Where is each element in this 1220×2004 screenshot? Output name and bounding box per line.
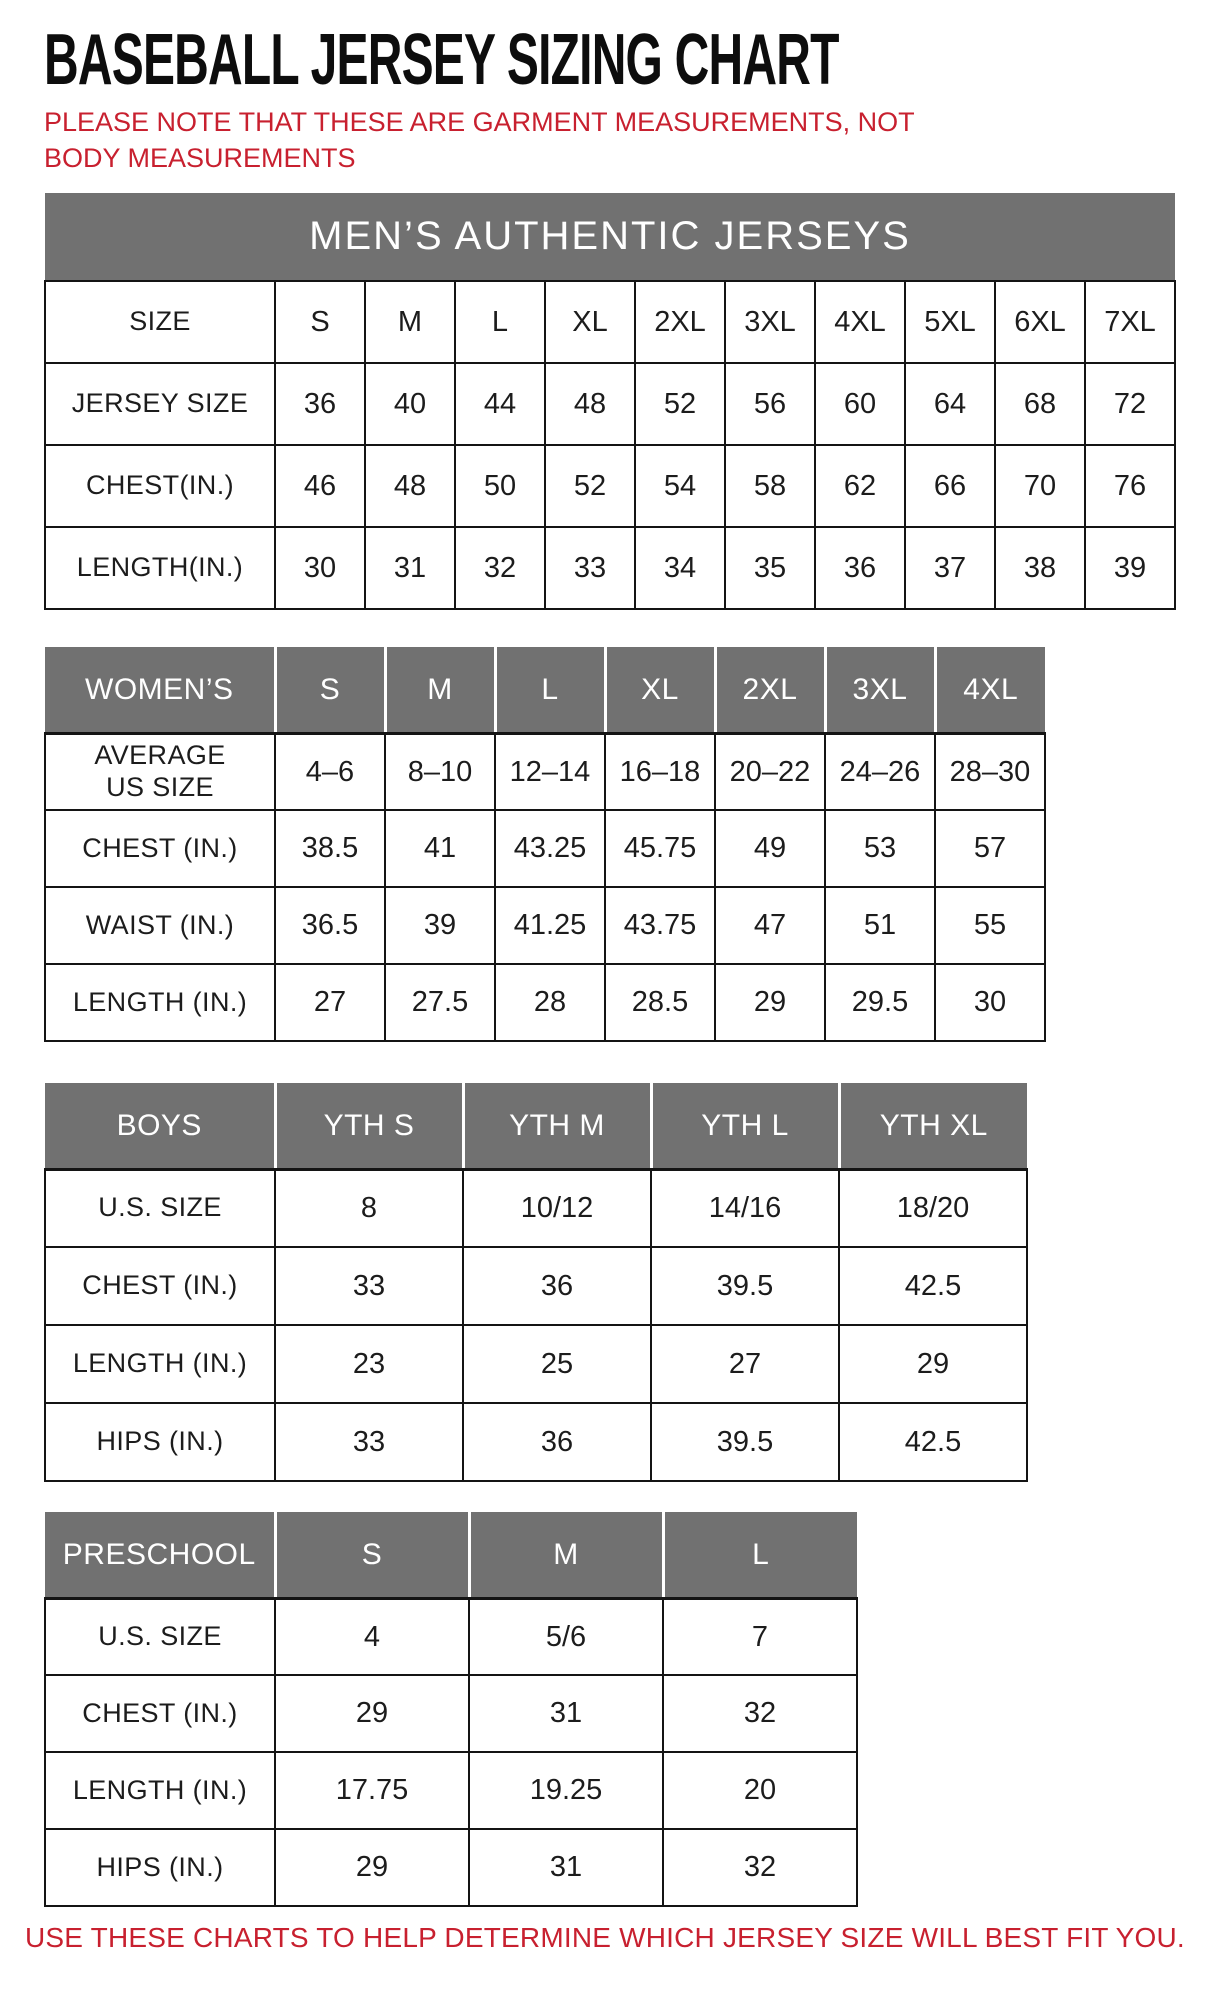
value-cell: 20 — [663, 1752, 857, 1829]
value-cell: 4–6 — [275, 733, 385, 810]
value-cell: 66 — [905, 445, 995, 527]
table-row — [45, 1325, 1027, 1403]
value-cell: 70 — [995, 445, 1085, 527]
table-row — [45, 1598, 857, 1675]
header-cell: L — [495, 647, 605, 733]
value-cell: 44 — [455, 363, 545, 445]
value-cell: 2XL — [635, 281, 725, 363]
value-cell: 29 — [839, 1325, 1027, 1403]
header-cell: L — [663, 1512, 857, 1598]
value-cell: 27.5 — [385, 964, 495, 1041]
header-cell: XL — [605, 647, 715, 733]
value-cell: 35 — [725, 527, 815, 609]
value-cell: 58 — [725, 445, 815, 527]
value-cell: 68 — [995, 363, 1085, 445]
value-cell: 50 — [455, 445, 545, 527]
value-cell: 24–26 — [825, 733, 935, 810]
boys-sizing-table — [44, 1083, 1028, 1482]
header-cell: 4XL — [935, 647, 1045, 733]
value-cell: 6XL — [995, 281, 1085, 363]
table-row — [45, 887, 1045, 964]
value-cell: 41.25 — [495, 887, 605, 964]
womens-sizing-table — [44, 647, 1046, 1042]
value-cell: 28.5 — [605, 964, 715, 1041]
value-cell: 48 — [365, 445, 455, 527]
row-label-cell: CHEST (IN.) — [45, 1247, 275, 1325]
value-cell: 20–22 — [715, 733, 825, 810]
value-cell: 28–30 — [935, 733, 1045, 810]
value-cell: 45.75 — [605, 810, 715, 887]
mens-sizing-table — [44, 193, 1176, 610]
table-row — [45, 527, 1175, 609]
value-cell: 8 — [275, 1169, 463, 1247]
header-cell: 2XL — [715, 647, 825, 733]
value-cell: 40 — [365, 363, 455, 445]
value-cell: 60 — [815, 363, 905, 445]
header-label-cell: WOMEN’S — [45, 647, 275, 733]
header-label-cell: BOYS — [45, 1083, 275, 1169]
row-label-cell: LENGTH (IN.) — [45, 1752, 275, 1829]
value-cell: 7 — [663, 1598, 857, 1675]
row-label-cell: WAIST (IN.) — [45, 887, 275, 964]
value-cell: 39 — [385, 887, 495, 964]
value-cell: 38.5 — [275, 810, 385, 887]
row-label-cell: LENGTH (IN.) — [45, 964, 275, 1041]
value-cell: 12–14 — [495, 733, 605, 810]
value-cell: 36.5 — [275, 887, 385, 964]
table-row — [45, 964, 1045, 1041]
value-cell: 52 — [635, 363, 725, 445]
value-cell: 29 — [715, 964, 825, 1041]
value-cell: 8–10 — [385, 733, 495, 810]
value-cell: XL — [545, 281, 635, 363]
footer-text: USE THESE CHARTS TO HELP DETERMINE WHICH JERSEY SIZE WILL BEST FIT YOU. — [25, 1922, 1185, 1953]
header-cell: YTH M — [463, 1083, 651, 1169]
value-cell: 36 — [815, 527, 905, 609]
value-cell: 31 — [365, 527, 455, 609]
value-cell: 76 — [1085, 445, 1175, 527]
value-cell: 17.75 — [275, 1752, 469, 1829]
header-label-cell: PRESCHOOL — [45, 1512, 275, 1598]
value-cell: 48 — [545, 363, 635, 445]
garment-measurements-note: PLEASE NOTE THAT THESE ARE GARMENT MEASUREMENTS, NOT BODY MEASUREMENTS — [44, 107, 915, 173]
row-label-cell: CHEST (IN.) — [45, 810, 275, 887]
table-row — [45, 1675, 857, 1752]
table-row — [45, 1403, 1027, 1481]
value-cell: 46 — [275, 445, 365, 527]
value-cell: 3XL — [725, 281, 815, 363]
value-cell: 39.5 — [651, 1403, 839, 1481]
value-cell: 62 — [815, 445, 905, 527]
value-cell: S — [275, 281, 365, 363]
value-cell: 32 — [455, 527, 545, 609]
header-cell: S — [275, 647, 385, 733]
table-row — [45, 810, 1045, 887]
value-cell: 37 — [905, 527, 995, 609]
value-cell: 64 — [905, 363, 995, 445]
value-cell: 41 — [385, 810, 495, 887]
value-cell: 25 — [463, 1325, 651, 1403]
value-cell: 18/20 — [839, 1169, 1027, 1247]
page-title: BASEBALL JERSEY SIZING CHART — [44, 19, 839, 100]
value-cell: 4 — [275, 1598, 469, 1675]
value-cell: 5XL — [905, 281, 995, 363]
row-label-cell: HIPS (IN.) — [45, 1403, 275, 1481]
value-cell: 39.5 — [651, 1247, 839, 1325]
value-cell: 32 — [663, 1675, 857, 1752]
table-row — [45, 445, 1175, 527]
row-label-cell: HIPS (IN.) — [45, 1829, 275, 1906]
value-cell: 57 — [935, 810, 1045, 887]
value-cell: 47 — [715, 887, 825, 964]
value-cell: 36 — [275, 363, 365, 445]
table-header-row — [45, 647, 1045, 733]
header-cell: 3XL — [825, 647, 935, 733]
value-cell: 51 — [825, 887, 935, 964]
header-cell: YTH L — [651, 1083, 839, 1169]
table-row — [45, 1829, 857, 1906]
table-header-row — [45, 1083, 1027, 1169]
header-cell: M — [469, 1512, 663, 1598]
value-cell: 33 — [275, 1403, 463, 1481]
value-cell: 16–18 — [605, 733, 715, 810]
value-cell: 39 — [1085, 527, 1175, 609]
value-cell: 36 — [463, 1403, 651, 1481]
value-cell: 32 — [663, 1829, 857, 1906]
table-row — [45, 1247, 1027, 1325]
table-row — [45, 363, 1175, 445]
value-cell: M — [365, 281, 455, 363]
value-cell: 38 — [995, 527, 1085, 609]
value-cell: 31 — [469, 1829, 663, 1906]
value-cell: 33 — [275, 1247, 463, 1325]
value-cell: 10/12 — [463, 1169, 651, 1247]
value-cell: 53 — [825, 810, 935, 887]
row-label-cell: JERSEY SIZE — [45, 363, 275, 445]
value-cell: 27 — [651, 1325, 839, 1403]
value-cell: 14/16 — [651, 1169, 839, 1247]
table-header-row — [45, 1512, 857, 1598]
value-cell: 34 — [635, 527, 725, 609]
value-cell: 31 — [469, 1675, 663, 1752]
header-cell: M — [385, 647, 495, 733]
value-cell: 56 — [725, 363, 815, 445]
value-cell: 54 — [635, 445, 725, 527]
value-cell: 4XL — [815, 281, 905, 363]
value-cell: 55 — [935, 887, 1045, 964]
value-cell: 30 — [275, 527, 365, 609]
value-cell: 29 — [275, 1829, 469, 1906]
table-banner: MEN’S AUTHENTIC JERSEYS — [45, 193, 1175, 281]
value-cell: 42.5 — [839, 1403, 1027, 1481]
value-cell: 43.75 — [605, 887, 715, 964]
value-cell: 23 — [275, 1325, 463, 1403]
row-label-cell: CHEST(IN.) — [45, 445, 275, 527]
row-label-cell: CHEST (IN.) — [45, 1675, 275, 1752]
table-row — [45, 1169, 1027, 1247]
row-label-cell: LENGTH(IN.) — [45, 527, 275, 609]
row-label-cell: SIZE — [45, 281, 275, 363]
table-row — [45, 1752, 857, 1829]
row-label-cell: LENGTH (IN.) — [45, 1325, 275, 1403]
value-cell: 30 — [935, 964, 1045, 1041]
value-cell: 42.5 — [839, 1247, 1027, 1325]
header-cell: S — [275, 1512, 469, 1598]
value-cell: 29 — [275, 1675, 469, 1752]
row-label-cell: U.S. SIZE — [45, 1169, 275, 1247]
value-cell: 52 — [545, 445, 635, 527]
sizing-chart-page — [0, 19, 1220, 1954]
value-cell: 7XL — [1085, 281, 1175, 363]
row-label-cell: U.S. SIZE — [45, 1598, 275, 1675]
table-banner-row — [45, 193, 1175, 281]
header-cell: YTH XL — [839, 1083, 1027, 1169]
value-cell: 19.25 — [469, 1752, 663, 1829]
value-cell: 49 — [715, 810, 825, 887]
value-cell: 29.5 — [825, 964, 935, 1041]
table-row — [45, 281, 1175, 363]
table-row — [45, 733, 1045, 810]
value-cell: 33 — [545, 527, 635, 609]
value-cell: 27 — [275, 964, 385, 1041]
value-cell: 43.25 — [495, 810, 605, 887]
value-cell: 36 — [463, 1247, 651, 1325]
value-cell: 28 — [495, 964, 605, 1041]
preschool-sizing-table — [44, 1512, 858, 1907]
value-cell: 5/6 — [469, 1598, 663, 1675]
header-cell: YTH S — [275, 1083, 463, 1169]
row-label-cell: AVERAGE US SIZE — [45, 733, 275, 810]
value-cell: 72 — [1085, 363, 1175, 445]
value-cell: L — [455, 281, 545, 363]
